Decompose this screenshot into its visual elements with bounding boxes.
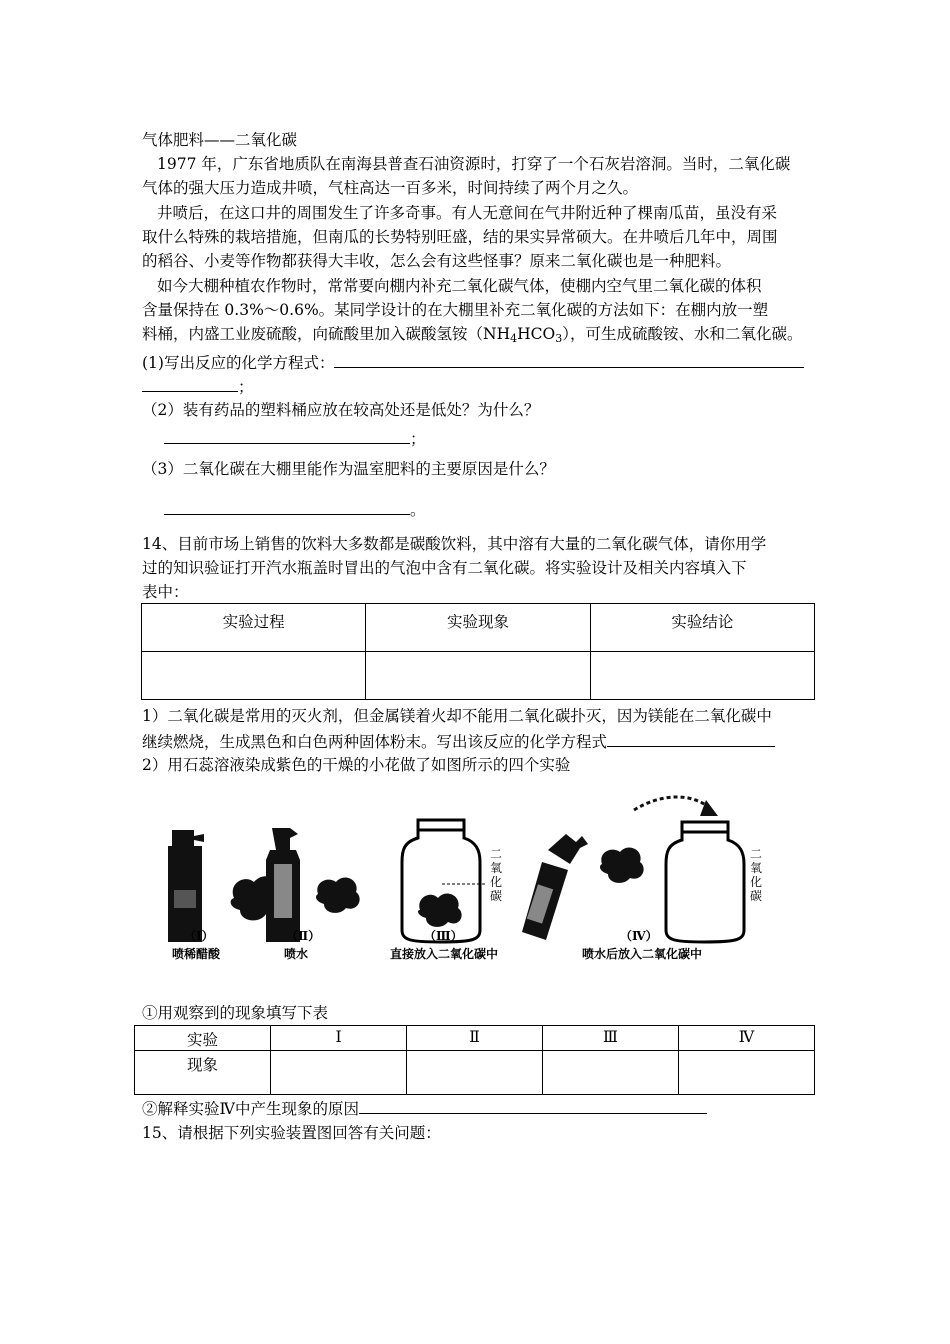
sub-1-line1: 1）二氧化碳是常用的灭火剂，但金属镁着火却不能用二氧化碳扑灭，因为镁能在二氧化碳中 (142, 707, 772, 725)
question-3-answer (164, 497, 426, 522)
row-label-phenomenon: 现象 (135, 1051, 271, 1095)
label-2: 喷水 (284, 947, 309, 961)
header-exp-1: Ⅰ (271, 1026, 407, 1051)
sub-1-line2 (142, 729, 775, 754)
table-2-intro: ①用观察到的现象填写下表 (142, 1004, 329, 1022)
formula-text-b: HCO (517, 325, 556, 343)
answer-blank-2[interactable] (164, 426, 410, 444)
experiment-4-illustration (522, 797, 744, 942)
jar-label-char: 二 (750, 847, 763, 861)
passage-title: 气体肥料——二氧化碳 (142, 131, 298, 149)
jar-label-char: 二 (490, 847, 503, 861)
passage-p3-line1: 如今大棚种植农作物时，常常要向棚内补充二氧化碳气体，使棚内空气里二氧化碳的体积 (157, 277, 762, 295)
experiment-2-illustration (266, 828, 360, 942)
header-process: 实验过程 (142, 604, 366, 652)
formula-text-a: 料桶，内盛工业废硫酸，向硫酸里加入碳酸氢铵（NH (142, 325, 511, 343)
formula-subscript-2: 3 (555, 332, 563, 345)
jar-label-char: 碳 (490, 889, 503, 903)
explain-text: ②解释实验Ⅳ中产生现象的原因 (142, 1100, 359, 1118)
answer-blank-3[interactable] (164, 497, 410, 515)
experiment-design-table (141, 603, 815, 700)
passage-p1-line1: 1977 年，广东省地质队在南海县普查石油资源时，打穿了一个石灰岩溶洞。当时，二氧化碳 (157, 155, 791, 173)
label-3: 直接放入二氧化碳中 (390, 947, 499, 961)
experiment-1-illustration (168, 830, 282, 942)
caption-1: （Ⅰ） (184, 929, 214, 943)
passage-p3-line2: 含量保持在 0.3%～0.6%。某同学设计的在大棚里补充二氧化碳的方法如下：在棚内放一塑 (142, 301, 769, 319)
jar-label-char: 氧 (490, 861, 503, 875)
jar-label-4 (750, 847, 762, 903)
caption-3: （Ⅲ） (424, 929, 463, 943)
cell-exp-1[interactable] (271, 1051, 407, 1095)
question-14-line1: 14、目前市场上销售的饮料大多数都是碳酸饮料，其中溶有大量的二氧化碳气体，请你用学 (142, 535, 767, 553)
answer-blank-equation[interactable] (607, 729, 775, 747)
jar-label-char: 氧 (750, 861, 763, 875)
label-1: 喷稀醋酸 (172, 947, 221, 961)
passage-p3-line3 (142, 322, 802, 351)
observation-table (134, 1025, 815, 1095)
header-exp-2: Ⅱ (407, 1026, 543, 1051)
caption-2: （Ⅱ） (286, 929, 321, 943)
question-14-line2: 过的知识验证打开汽水瓶盖时冒出的气泡中含有二氧化碳。将实验设计及相关内容填入下 (142, 559, 747, 577)
header-phenomenon: 实验现象 (366, 604, 590, 652)
question-2-answer (164, 426, 426, 451)
jar-label-char: 化 (490, 875, 503, 889)
jar-label-char: 碳 (750, 889, 763, 903)
formula-subscript-1: 4 (510, 332, 518, 345)
question-1-text: (1)写出反应的化学方程式： (142, 354, 335, 372)
cell-phenomenon[interactable] (366, 652, 590, 700)
question-1 (142, 350, 804, 375)
header-conclusion: 实验结论 (590, 604, 814, 652)
cell-conclusion[interactable] (590, 652, 814, 700)
passage-p2-line2: 取什么特殊的栽培措施，但南瓜的长势特别旺盛，结的果实异常硕大。在井喷后几年中，周围 (142, 228, 778, 246)
question-2: （2）装有药品的塑料桶应放在较高处还是低处？为什么？ (142, 401, 540, 419)
explain-question (142, 1096, 707, 1121)
question-3-end: 。 (410, 501, 426, 519)
header-experiment: 实验 (135, 1026, 271, 1051)
passage-p1-line2: 气体的强大压力造成井喷，气柱高达一百多米，时间持续了两个月之久。 (142, 179, 639, 197)
answer-blank-explain[interactable] (359, 1096, 707, 1114)
jar-label-3 (490, 847, 502, 903)
experiment-figure (150, 790, 770, 970)
question-3: （3）二氧化碳在大棚里能作为温室肥料的主要原因是什么？ (142, 460, 555, 478)
caption-4: （Ⅳ） (620, 929, 658, 943)
question-15: 15、请根据下列实验装置图回答有关问题： (142, 1124, 441, 1142)
experiment-3-illustration (402, 820, 486, 942)
cell-exp-3[interactable] (543, 1051, 679, 1095)
answer-blank-1b[interactable] (142, 374, 238, 392)
sub-2-line1: 2）用石蕊溶液染成紫色的干燥的小花做了如图所示的四个实验 (142, 756, 571, 774)
formula-text-c: ），可生成硫酸铵、水和二氧化碳。 (562, 325, 803, 343)
label-4: 喷水后放入二氧化碳中 (582, 947, 703, 961)
passage-p2-line3: 的稻谷、小麦等作物都获得大丰收，怎么会有这些怪事？原来二氧化碳也是一种肥料。 (142, 252, 732, 270)
sub-1-line2-text: 继续燃烧，生成黑色和白色两种固体粉末。写出该反应的化学方程式 (142, 733, 608, 751)
cell-exp-4[interactable] (679, 1051, 815, 1095)
question-14-line3: 表中： (142, 583, 189, 601)
question-2-end: ； (410, 430, 426, 448)
question-1-continued (142, 374, 254, 399)
header-exp-4: Ⅳ (679, 1026, 815, 1051)
header-exp-3: Ⅲ (543, 1026, 679, 1051)
question-1-end: ； (238, 378, 254, 396)
cell-exp-2[interactable] (407, 1051, 543, 1095)
answer-blank-1a[interactable] (334, 350, 804, 368)
cell-process[interactable] (142, 652, 366, 700)
jar-label-char: 化 (750, 875, 763, 889)
passage-p2-line1: 井喷后，在这口井的周围发生了许多奇事。有人无意间在气井附近种了棵南瓜苗，虽没有采 (157, 204, 778, 222)
